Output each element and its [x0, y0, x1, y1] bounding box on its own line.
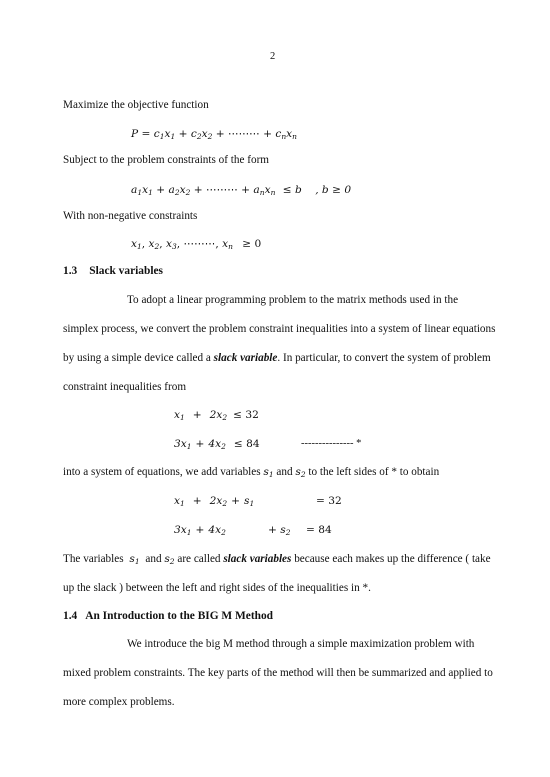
paragraph-1-line-3: by using a simple device called a slack variable. In particular, to convert the system of problem [63, 352, 491, 364]
section-heading-1-3: 1.3 Slack variables [63, 265, 163, 277]
equation-1: $x_1 + 2x_2 + s_1$ [174, 495, 255, 508]
inequality-marker: --------------- * [301, 438, 362, 449]
equation-2: $3x_1 + 4x_2$ [174, 524, 226, 537]
equation-1-rhs: = 32 [316, 495, 342, 507]
paragraph-2: into a system of equations, we add variables $s_1$ and $s_2$ to the left sides of * to obtain [63, 466, 440, 479]
paragraph-1-line-1: To adopt a linear programming problem to the matrix methods used in the [127, 294, 459, 306]
paragraph-4-line-3: more complex problems. [63, 696, 175, 708]
inequality-2: $3x_1 + 4x_2 \le 84$ [174, 438, 260, 451]
inequality-1: $x_1 + 2x_2 \le 32$ [174, 409, 259, 422]
general-constraint: $a_1x_1 + a_2x_2$ + ⋯⋯⋯ + $a_nx_n \le b$ , b ≥ 0 [131, 184, 352, 197]
page-number: 2 [270, 51, 276, 62]
objective-function: $P = c_1x_1 + c_2x_2$ + ⋯⋯⋯ + $c_nx_n$ [131, 128, 297, 141]
slack-variables-emphasis: slack variables [223, 553, 292, 565]
equation-2-rhs: = 84 [306, 524, 332, 536]
paragraph-4-line-2: mixed problem constraints. The key parts of the method will then be summarized and applied to [63, 667, 493, 679]
paragraph-3-line-1: The variables $s_1$ and $s_2$ are called slack variables because each makes up the difference ( take [63, 553, 491, 566]
subject-to-text: Subject to the problem constraints of the form [63, 154, 269, 166]
objective-lhs: P [131, 128, 139, 140]
nonneg-expression: $x_1$, $x_2$, $x_3$, ⋯⋯⋯, $x_n \ge 0$ [131, 238, 262, 251]
paragraph-1-line-4: constraint inequalities from [63, 381, 187, 393]
paragraph-1-line-2: simplex process, we convert the problem constraint inequalities into a system of linear equations [63, 323, 496, 335]
paragraph-4-line-1: We introduce the big M method through a simple maximization problem with [127, 638, 475, 650]
paragraph-3-line-2: up the slack ) between the left and right sides of the inequalities in *. [63, 582, 371, 594]
equation-2-slack: + $s_2$ [268, 524, 291, 537]
nonneg-text: With non-negative constraints [63, 210, 198, 222]
intro-text: Maximize the objective function [63, 99, 209, 111]
slack-variable-emphasis: slack variable [213, 352, 278, 364]
section-heading-1-4: 1.4 An Introduction to the BIG M Method [63, 610, 273, 622]
